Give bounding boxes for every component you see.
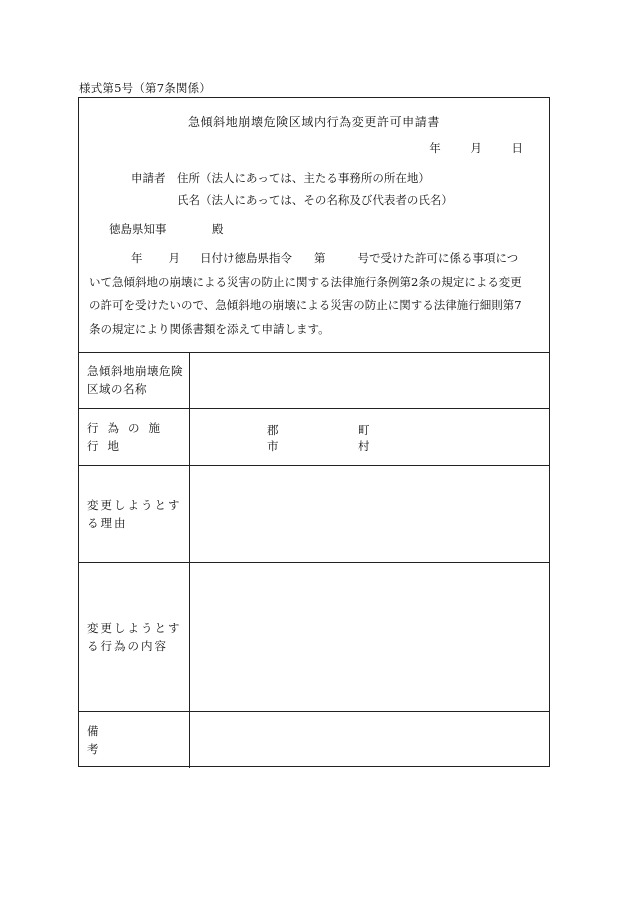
row-change-content [79,563,549,712]
addressee-governor: 徳島県知事 [109,222,167,236]
statement-line-4: 条の規定により関係書類を添えて申請します。 [89,321,330,336]
statement-line-1 [89,247,541,271]
form-number: 様式第5号（第7条関係） [79,81,212,95]
row-area-name [79,352,549,409]
location-field[interactable] [190,409,549,465]
applicant-name: 氏名（法人にあっては、その名称及び代表者の氏名） [177,193,453,207]
application-form [78,97,550,767]
statement-number-label: 第 [314,251,326,265]
date-day: 日 [511,141,523,155]
form-title: 急傾斜地崩壊危険区域内行為変更許可申請書 [187,115,440,129]
row-location [79,409,549,466]
statement-line-3: の許可を受けたいので、急傾斜地の崩壊による災害の防止に関する法律施行細則第7 [89,298,522,312]
location-shi: 市 [267,439,279,453]
form-header-section [79,98,549,353]
location-machi: 町 [358,423,370,437]
change-content-field[interactable] [190,563,549,711]
application-statement [89,247,541,341]
statement-month: 月 [168,251,180,265]
statement-line-2: いて急傾斜地の崩壊による災害の防止に関する法律施行条例第2条の規定による変更 [89,274,522,289]
area-name-field[interactable] [190,352,549,408]
row-remarks [79,712,549,768]
date-month: 月 [470,141,482,155]
row-location-label: 行為の施行地 [79,409,190,465]
change-reason-field[interactable] [190,466,549,562]
location-gun: 郡 [267,423,279,437]
row-remarks-label: 備考 [79,712,190,768]
row-change-reason [79,466,549,563]
row-change-reason-label: 変更しようとする理由 [79,466,190,562]
statement-year: 年 [131,251,143,265]
date-year: 年 [429,141,441,155]
addressee-honorific: 殿 [212,222,224,236]
applicant-address: 住所（法人にあっては、主たる事務所の所在地） [177,171,430,185]
location-mura: 村 [358,439,370,453]
remarks-field[interactable] [190,712,549,768]
applicant-label: 申請者 [131,171,166,185]
row-area-name-label: 急傾斜地崩壊危険区域の名称 [79,352,190,408]
statement-directive: 日付け徳島県指令 [200,251,292,265]
application-date [429,140,523,156]
statement-line-1-tail: 号で受けた許可に係る事項につ [357,251,519,265]
row-change-content-label: 変更しようとする行為の内容 [79,563,190,711]
